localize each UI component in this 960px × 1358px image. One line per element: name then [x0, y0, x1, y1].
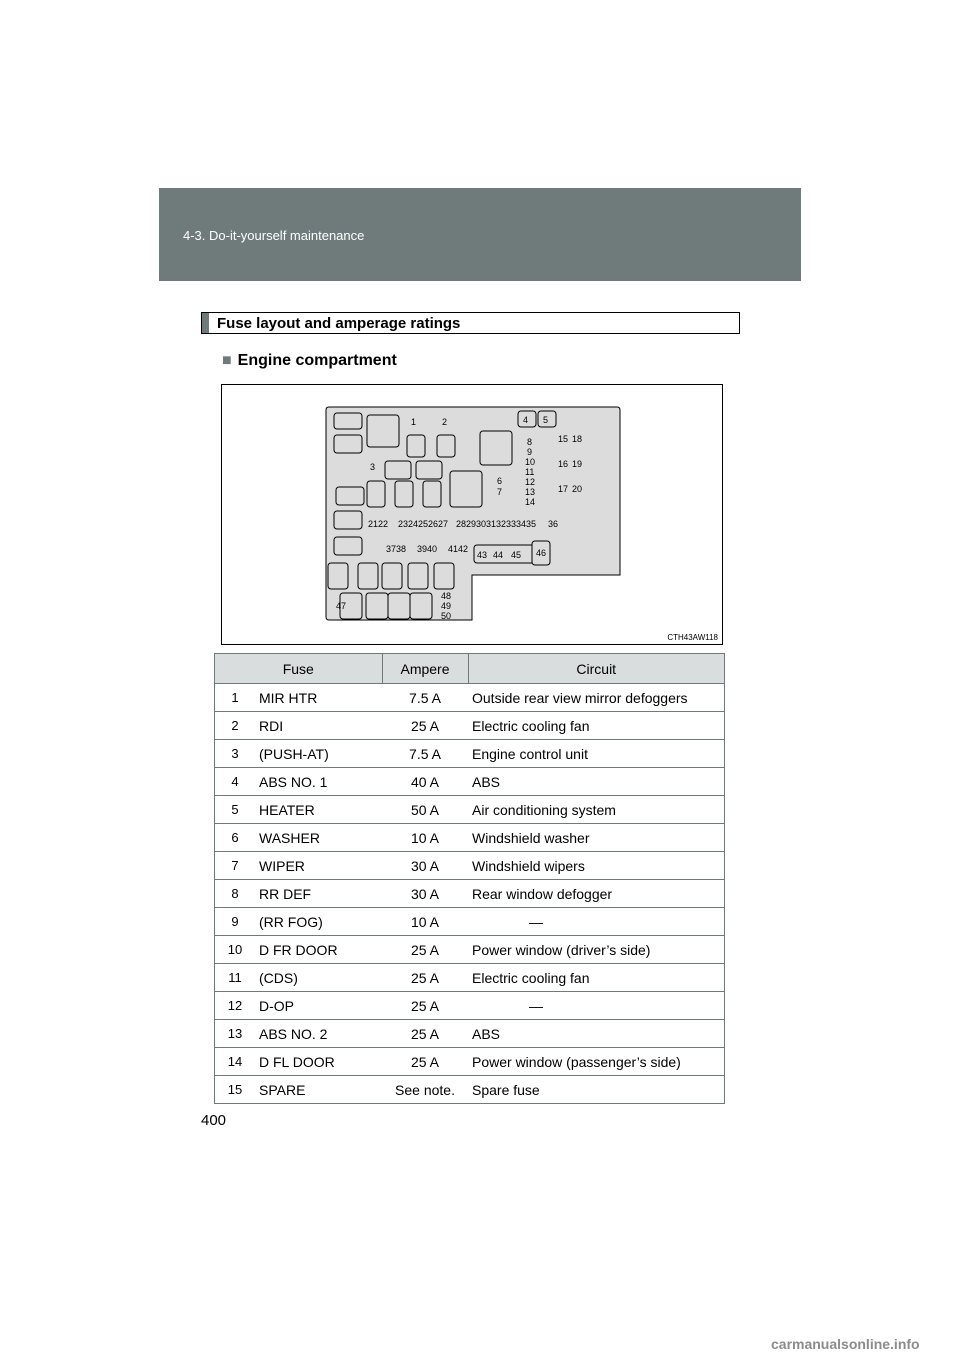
fuse-label: 4: [523, 415, 529, 425]
chapter-header: [159, 188, 801, 281]
table-row: [215, 880, 725, 908]
fuse-number: 12: [215, 992, 256, 1020]
relay-block: [434, 563, 454, 589]
relay-block: [388, 593, 410, 619]
fuse-label: 24: [408, 519, 419, 529]
fuse-number: 2: [215, 712, 256, 740]
fuse-ampere: 30 A: [382, 880, 468, 908]
section-title: Fuse layout and amperage ratings: [217, 315, 461, 332]
fuse-number: 8: [215, 880, 256, 908]
fuse-label: 10: [525, 457, 536, 467]
fuse-label: 19: [572, 459, 583, 469]
fuse-label: 9: [527, 447, 533, 457]
fuse-label: 41: [448, 544, 459, 554]
fuse-name: MIR HTR: [255, 684, 382, 712]
fuse-circuit: Air conditioning system: [468, 796, 725, 824]
fuse-circuit: Windshield washer: [468, 824, 725, 852]
fuse-label: 49: [441, 601, 452, 611]
fuse-circuit: Electric cooling fan: [468, 712, 725, 740]
table-row: [215, 936, 725, 964]
fuse-label: 29: [466, 519, 477, 529]
fuse-name: D-OP: [255, 992, 382, 1020]
relay-block: [450, 471, 482, 507]
fuse-circuit: Power window (passenger’s side): [468, 1048, 725, 1076]
fuse-number: 5: [215, 796, 256, 824]
fuse-name: RR DEF: [255, 880, 382, 908]
table-row: [215, 964, 725, 992]
fuse-label: 47: [336, 601, 347, 611]
fuse-circuit: Outside rear view mirror defoggers: [468, 684, 725, 712]
square-bullet-icon: ■: [222, 352, 232, 369]
section-heading: [201, 312, 740, 334]
relay-block: [367, 481, 385, 507]
relay-block: [423, 481, 441, 507]
table-row: [215, 768, 725, 796]
table-row: [215, 824, 725, 852]
fuse-label: 20: [572, 484, 583, 494]
subheading-text: Engine compartment: [237, 352, 397, 369]
fuse-ampere: 10 A: [382, 824, 468, 852]
fuse-label: 25: [418, 519, 429, 529]
fuse-label: 6: [497, 476, 503, 486]
fuse-label: 32: [496, 519, 507, 529]
table-row: [215, 740, 725, 768]
fuse-box-drawing: [222, 385, 722, 644]
relay-block: [358, 563, 378, 589]
table-row: [215, 1048, 725, 1076]
fuse-number: 7: [215, 852, 256, 880]
table-row: [215, 992, 725, 1020]
chapter-title: 4-3. Do-it-yourself maintenance: [183, 228, 365, 243]
page-number: 400: [201, 1112, 227, 1129]
fuse-label: 48: [441, 591, 452, 601]
fuse-label: 8: [527, 437, 533, 447]
header-ampere: Ampere: [382, 654, 468, 684]
fuse-ampere: 25 A: [382, 992, 468, 1020]
relay-block: [395, 481, 413, 507]
fuse-name: D FL DOOR: [255, 1048, 382, 1076]
fuse-label: 42: [458, 544, 469, 554]
fuse-label: 46: [536, 548, 547, 558]
fuse-label: 36: [548, 519, 559, 529]
fuse-label: 39: [417, 544, 428, 554]
relay-block: [328, 563, 348, 589]
relay-block: [334, 413, 362, 429]
relay-block: [366, 593, 388, 619]
relay-block: [336, 487, 364, 505]
fuse-ampere: 7.5 A: [382, 684, 468, 712]
fuse-ampere: See note.: [382, 1076, 468, 1104]
fuse-label: 7: [497, 487, 503, 497]
table-row: [215, 908, 725, 936]
fuse-label: 5: [543, 415, 549, 425]
fuse-ampere: 10 A: [382, 908, 468, 936]
fuse-label: 30: [476, 519, 487, 529]
fuse-label: 23: [398, 519, 409, 529]
no-circuit-dash: —: [529, 997, 543, 1014]
fuse-name: (PUSH-AT): [255, 740, 382, 768]
fuse-number: 10: [215, 936, 256, 964]
fuse-table: [214, 653, 725, 1104]
fuse-name: (CDS): [255, 964, 382, 992]
fuse-number: 3: [215, 740, 256, 768]
fuse-number: 9: [215, 908, 256, 936]
fuse-number: 11: [215, 964, 256, 992]
relay-block: [334, 511, 362, 529]
fuse-number: 1: [215, 684, 256, 712]
table-header-row: [215, 654, 725, 684]
fuse-number: 13: [215, 1020, 256, 1048]
fuse-circuit: Rear window defogger: [468, 880, 725, 908]
fuse-label: 26: [428, 519, 439, 529]
fuse-label: 33: [506, 519, 517, 529]
relay-block: [416, 461, 442, 479]
fuse-label: 34: [516, 519, 527, 529]
fuse-circuit: ABS: [468, 768, 725, 796]
fuse-label: 2: [442, 417, 448, 427]
fuse-label: 27: [438, 519, 449, 529]
fuse-name: RDI: [255, 712, 382, 740]
watermark: carmanualsonline.info: [771, 1336, 920, 1352]
fuse-ampere: 25 A: [382, 712, 468, 740]
fuse-circuit: [468, 908, 725, 936]
fuse-label: 15: [558, 434, 569, 444]
fuse-number: 15: [215, 1076, 256, 1104]
relay-block: [407, 435, 425, 457]
fuse-ampere: 25 A: [382, 964, 468, 992]
fuse-ampere: 25 A: [382, 1020, 468, 1048]
fuse-label: 1: [411, 417, 417, 427]
fuse-label: 40: [427, 544, 438, 554]
fuse-label: 44: [493, 550, 504, 560]
table-row: [215, 1076, 725, 1104]
fuse-name: D FR DOOR: [255, 936, 382, 964]
fuse-ampere: 30 A: [382, 852, 468, 880]
fuse-circuit: Windshield wipers: [468, 852, 725, 880]
relay-block: [334, 537, 362, 555]
fuse-circuit: Electric cooling fan: [468, 964, 725, 992]
relay-block: [437, 435, 455, 457]
fuse-name: HEATER: [255, 796, 382, 824]
table-row: [215, 712, 725, 740]
fuse-name: WASHER: [255, 824, 382, 852]
fuse-circuit: [468, 992, 725, 1020]
fuse-label: 22: [378, 519, 389, 529]
fuse-circuit: Power window (driver’s side): [468, 936, 725, 964]
fuse-circuit: Engine control unit: [468, 740, 725, 768]
fuse-number: 4: [215, 768, 256, 796]
fuse-box-diagram: [221, 384, 723, 645]
relay-block: [410, 593, 432, 619]
fuse-ampere: 25 A: [382, 1048, 468, 1076]
fuse-ampere: 50 A: [382, 796, 468, 824]
fuse-label: 3: [370, 462, 376, 472]
relay-block: [334, 435, 362, 453]
fuse-label: 45: [511, 550, 522, 560]
fuse-ampere: 25 A: [382, 936, 468, 964]
fuse-label: 14: [525, 497, 536, 507]
fuse-name: ABS NO. 1: [255, 768, 382, 796]
fuse-name: WIPER: [255, 852, 382, 880]
fuse-label: 18: [572, 434, 583, 444]
header-fuse: Fuse: [215, 654, 383, 684]
fuse-label: 21: [368, 519, 379, 529]
fuse-label: 17: [558, 484, 569, 494]
fuse-label: 31: [486, 519, 497, 529]
fuse-label: 38: [396, 544, 407, 554]
no-circuit-dash: —: [529, 913, 543, 930]
fuse-number: 14: [215, 1048, 256, 1076]
header-circuit: Circuit: [468, 654, 725, 684]
fuse-label: 12: [525, 477, 536, 487]
relay-block: [408, 563, 428, 589]
fuse-label: 50: [441, 611, 452, 621]
fuse-name: SPARE: [255, 1076, 382, 1104]
table-row: [215, 684, 725, 712]
table-row: [215, 796, 725, 824]
fuse-name: (RR FOG): [255, 908, 382, 936]
fuse-label: 13: [525, 487, 536, 497]
fuse-ampere: 7.5 A: [382, 740, 468, 768]
fuse-label: 35: [526, 519, 537, 529]
table-row: [215, 852, 725, 880]
fuse-number: 6: [215, 824, 256, 852]
fuse-circuit: Spare fuse: [468, 1076, 725, 1104]
section-accent: [202, 313, 209, 333]
figure-code: CTH43AW118: [667, 633, 718, 642]
relay-block: [367, 415, 399, 447]
fuse-name: ABS NO. 2: [255, 1020, 382, 1048]
fuse-ampere: 40 A: [382, 768, 468, 796]
fuse-label: 16: [558, 459, 569, 469]
relay-block: [382, 563, 402, 589]
table-row: [215, 1020, 725, 1048]
subheading: [222, 352, 397, 370]
fuse-circuit: ABS: [468, 1020, 725, 1048]
fuse-label: 28: [456, 519, 467, 529]
fuse-label: 11: [525, 467, 535, 477]
relay-block: [480, 431, 512, 465]
relay-block: [385, 461, 411, 479]
fuse-label: 37: [386, 544, 397, 554]
fuse-label: 43: [477, 550, 488, 560]
